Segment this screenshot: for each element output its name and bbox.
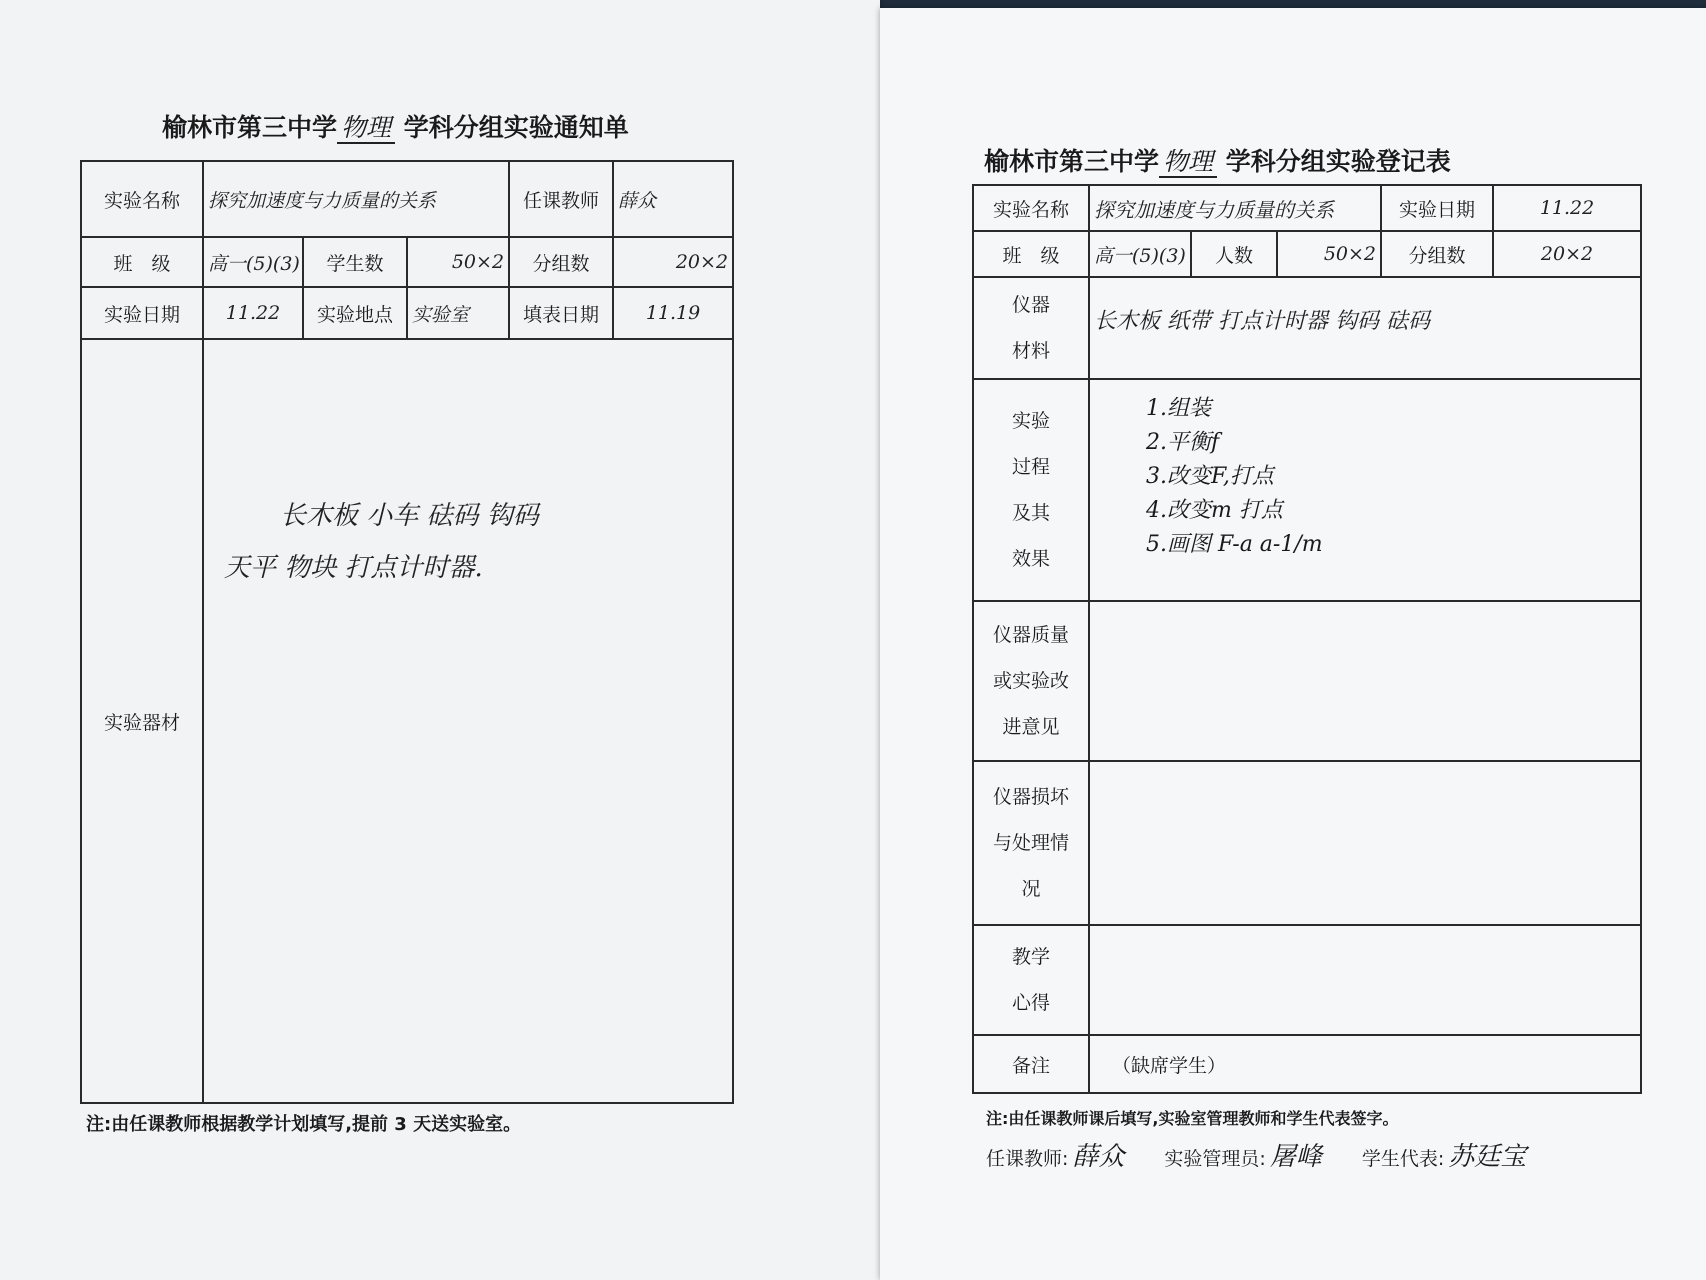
notice-class-label: 班 级 <box>81 237 203 287</box>
register-damage-label: 仪器损坏与处理情况 <box>973 761 1089 925</box>
register-groups-value[interactable]: 20×2 <box>1493 231 1641 277</box>
register-table <box>972 184 1642 1094</box>
register-exp-date-value[interactable]: 11.22 <box>1493 185 1641 231</box>
register-people-label: 人数 <box>1191 231 1277 277</box>
notice-exp-name-value[interactable]: 探究加速度与力质量的关系 <box>203 161 509 237</box>
register-process-cell[interactable] <box>1089 379 1641 601</box>
register-process-label: 实验过程及其效果 <box>973 379 1089 601</box>
register-people-value[interactable]: 50×2 <box>1277 231 1381 277</box>
admin-signature-label: 实验管理员: <box>1164 1148 1266 1170</box>
register-exp-name-label: 实验名称 <box>973 185 1089 231</box>
register-title <box>984 142 1451 178</box>
register-damage-cell[interactable] <box>1089 761 1641 925</box>
notice-fill-date-value[interactable]: 11.19 <box>613 287 733 339</box>
process-step-2: 2.平衡f <box>1146 430 1220 455</box>
notice-location-label: 实验地点 <box>303 287 407 339</box>
teacher-signature-label: 任课教师: <box>986 1148 1069 1170</box>
process-step-3: 3.改变F,打点 <box>1146 464 1274 489</box>
teacher-signature-block <box>986 1136 1124 1173</box>
register-reflection-label: 教学心得 <box>973 925 1089 1035</box>
student-signature: 苏廷宝 <box>1448 1142 1527 1172</box>
notice-exp-date-label: 实验日期 <box>81 287 203 339</box>
notice-title <box>162 108 629 144</box>
notice-teacher-label: 任课教师 <box>509 161 613 237</box>
notice-exp-name-label: 实验名称 <box>81 161 203 237</box>
register-remarks-value[interactable]: （缺席学生） <box>1089 1035 1641 1093</box>
register-signatures <box>986 1136 1526 1173</box>
register-instruments-label: 仪器材料 <box>973 277 1089 379</box>
notice-class-value[interactable]: 高一(5)(3) <box>203 237 303 287</box>
notice-equipment-line-2: 天平 物块 打点计时器. <box>224 553 483 583</box>
register-class-label: 班 级 <box>973 231 1089 277</box>
register-remarks-label: 备注 <box>973 1035 1089 1093</box>
notice-subject-handwritten: 物理 <box>337 113 395 144</box>
process-step-4: 4.改变m 打点 <box>1146 498 1283 523</box>
notice-students-label: 学生数 <box>303 237 407 287</box>
student-signature-label: 学生代表: <box>1361 1148 1445 1170</box>
notice-equipment-cell[interactable] <box>203 339 733 1103</box>
notice-students-value[interactable]: 50×2 <box>407 237 509 287</box>
register-exp-name-value[interactable]: 探究加速度与力质量的关系 <box>1089 185 1381 231</box>
register-sheet <box>880 8 1706 1280</box>
notice-groups-value[interactable]: 20×2 <box>613 237 733 287</box>
register-title-prefix: 榆林市第三中学 <box>984 147 1160 176</box>
admin-signature: 屠峰 <box>1269 1142 1322 1172</box>
register-class-value[interactable]: 高一(5)(3) <box>1089 231 1191 277</box>
teacher-signature: 薛众 <box>1072 1142 1125 1172</box>
notice-groups-label: 分组数 <box>509 237 613 287</box>
notice-footnote: 注:由任课教师根据教学计划填写,提前 3 天送实验室。 <box>86 1114 522 1135</box>
register-footnote: 注:由任课教师课后填写,实验室管理教师和学生代表签字。 <box>986 1109 1399 1128</box>
register-reflection-cell[interactable] <box>1089 925 1641 1035</box>
student-signature-block <box>1362 1136 1526 1173</box>
notice-location-value[interactable]: 实验室 <box>407 287 509 339</box>
notice-equipment-line-1: 长木板 小车 砝码 钩码 <box>280 501 539 531</box>
register-instruments-value[interactable]: 长木板 纸带 打点计时器 钩码 砝码 <box>1089 277 1641 379</box>
register-quality-cell[interactable] <box>1089 601 1641 761</box>
notice-title-prefix: 榆林市第三中学 <box>162 113 338 142</box>
notice-teacher-value[interactable]: 薛众 <box>613 161 733 237</box>
notice-title-suffix: 学科分组实验通知单 <box>395 113 629 142</box>
notice-table <box>80 160 734 1104</box>
register-exp-date-label: 实验日期 <box>1381 185 1493 231</box>
register-quality-label: 仪器质量或实验改进意见 <box>973 601 1089 761</box>
process-step-5: 5.画图 F-a a-1/m <box>1146 532 1323 557</box>
register-groups-label: 分组数 <box>1381 231 1493 277</box>
admin-signature-block <box>1164 1136 1321 1173</box>
register-title-suffix: 学科分组实验登记表 <box>1217 147 1451 176</box>
notice-equipment-label: 实验器材 <box>81 339 203 1103</box>
notice-fill-date-label: 填表日期 <box>509 287 613 339</box>
notice-exp-date-value[interactable]: 11.22 <box>203 287 303 339</box>
process-step-1: 1.组装 <box>1146 396 1211 421</box>
register-subject-handwritten: 物理 <box>1159 147 1217 178</box>
